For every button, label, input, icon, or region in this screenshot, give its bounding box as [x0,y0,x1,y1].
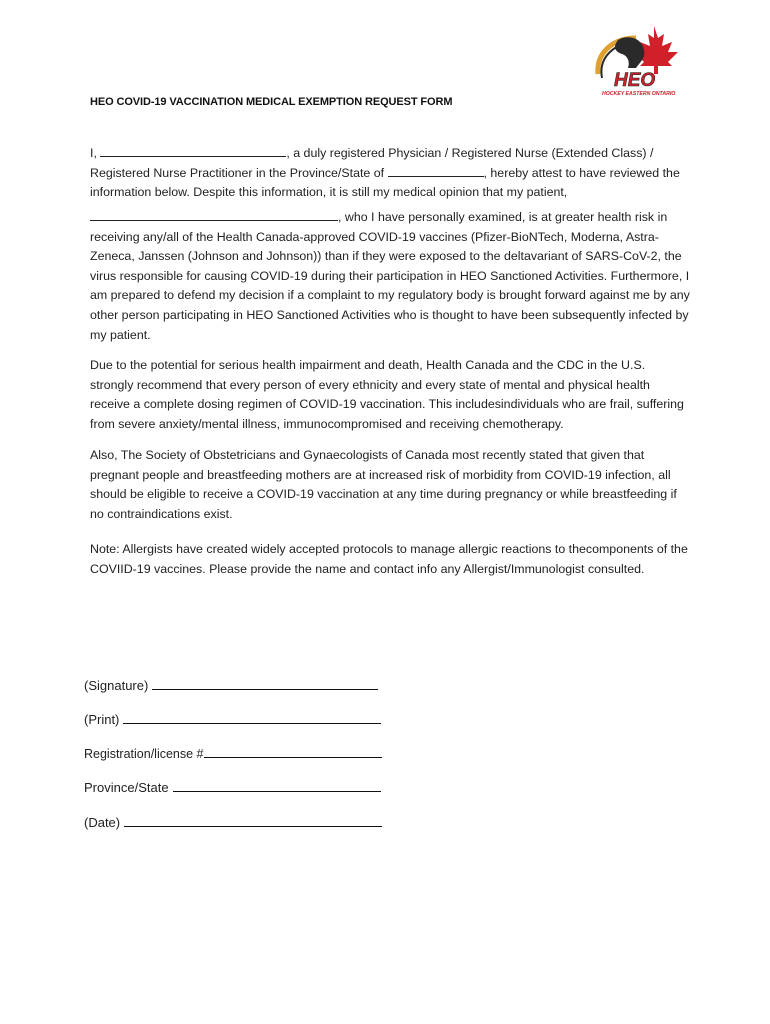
physician-name-field[interactable] [100,145,286,157]
province-field[interactable] [173,778,381,792]
signature-row [84,676,378,693]
province-label: Province/State [84,780,169,795]
heo-wordmark: HEO [614,70,656,91]
heo-tagline: HOCKEY EASTERN ONTARIO [602,91,676,97]
attestation-paragraph: I, , a duly registered Physician / Registered Nurse (Extended Class) / Registered Nurse Practitioner in the Province/State of , hereby attest to have reviewed the information below. Despite this information, it is still my medical opinion that my patient, [90,146,680,200]
signature-field[interactable] [152,676,378,690]
patient-paragraph: , who I have personally examined, is at greater health risk in receiving any/all of the Health Canada-approved COVID-19 vaccines (Pfizer-BioNTech, Moderna, Astra-Zeneca, Janssen (Johnson and Johnson)) than if they were exposed to the deltavariant of SARS-CoV-2, the virus responsible for causing COVID-19 during their participation in HEO Sanctioned Activities. Furthermore, I am prepared to defend my decision if a complaint to my regulatory body is brought forward against me by any other person participating in HEO Sanctioned Activities who is thought to have been subsequently infected by my patient. [90,210,690,342]
registration-label: Registration/license # [84,747,204,761]
heo-logo [588,22,682,98]
print-row [84,710,381,727]
print-name-field[interactable] [123,710,381,724]
date-row [84,813,382,830]
signature-label: (Signature) [84,678,149,693]
sogc-paragraph: Also, The Society of Obstetricians and Gynaecologists of Canada most recently stated that given that pregnant people and breastfeeding mothers are at increased risk of morbidity from COVID-19 infection, all should be eligible to receive a COVID-19 vaccination at any time during pregnancy or while breastfeeding if no contraindications exist. [90,448,677,521]
registration-field[interactable] [204,744,382,758]
patient-name-field[interactable] [90,209,338,221]
health-canada-paragraph: Due to the potential for serious health impairment and death, Health Canada and the CDC in the U.S. strongly recommend that every person of every ethnicity and every state of mental and physical health receive a complete dosing regimen of COVID-19 vaccination. This includesindividuals who are frail, suffering from severe anxiety/mental illness, immunocompromised and receiving chemotherapy. [90,358,684,431]
province-state-field[interactable] [388,165,484,177]
registration-row [84,744,382,761]
allergist-note-paragraph: Note: Allergists have created widely accepted protocols to manage allergic reactions to thecomponents of the COVIID-19 vaccines. Please provide the name and contact info any Allergist/Immunologist consulted. [90,542,688,576]
date-label: (Date) [84,815,121,830]
horse-head-icon [615,37,644,68]
form-title: HEO COVID-19 VACCINATION MEDICAL EXEMPTION REQUEST FORM [90,96,453,108]
print-label: (Print) [84,712,120,727]
date-field[interactable] [124,813,382,827]
province-row [84,778,381,795]
